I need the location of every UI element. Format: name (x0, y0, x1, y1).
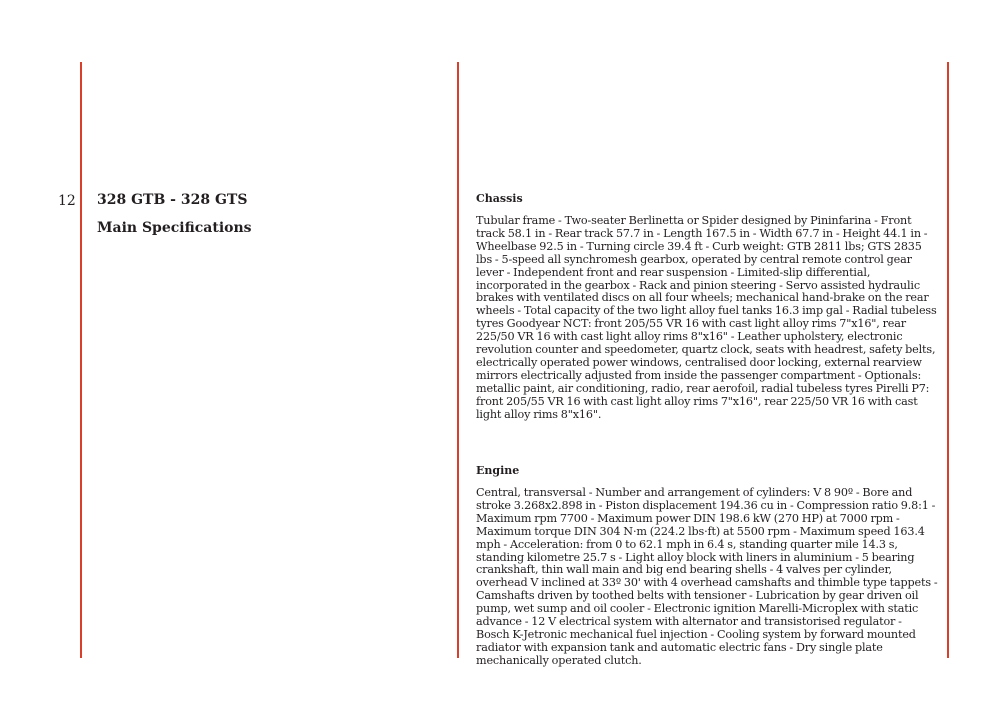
engine-body: Central, transversal - Number and arrangement of cylinders: V 8 90º - Bore and stroke 3.268x2.898 in - Piston displacement 194.36 cu in - Compression ratio 9.8:1 - Maximum rpm 7700 - Maximum power DIN 198.6 kW (270 HP) at 7000 rpm - Maximum torque DIN 304 N·m (224.2 lbs·ft) at 5500 rpm - Maximum speed 163.4 mph - Acceleration: from 0 to 62.1 mph in 6.4 s, standing quarter mile 14.3 s, standing kilometre 25.7 s - Light alloy block with liners in aluminium - 5 bearing crankshaft, thin wall main and big end bearing shells - 4 valves per cylinder, overhead V inclined at 33º 30' with 4 overhead camshafts and thimble type tappets - Camshafts driven by toothed belts with tensioner - Lubrication by gear driven oil pump, wet sump and oil cooler - Electronic ignition Marelli-Microplex with static advance - 12 V electrical system with alternator and transistorised regulator - Bosch K-Jetronic mechanical fuel injection - Cooling system by forward mounted radiator with expansion tank and automatic electric fans - Dry single plate mechanically operated clutch. (476, 486, 938, 667)
right-margin-rule (947, 62, 949, 658)
chassis-section (476, 192, 938, 422)
engine-heading: Engine (476, 464, 520, 477)
title-block (97, 190, 252, 238)
page-number: 12 (58, 193, 76, 209)
engine-section (476, 464, 938, 668)
page-title: 328 GTB - 328 GTS (97, 192, 248, 208)
chassis-heading: Chassis (476, 192, 523, 205)
page-subtitle: Main Specifications (97, 220, 252, 236)
chassis-body: Tubular frame - Two-seater Berlinetta or Spider designed by Pininfarina - Front track 58.1 in - Rear track 57.7 in - Length 167.5 in - Width 67.7 in - Height 44.1 in - Wheelbase 92.5 in - Turning circle 39.4 ft - Curb weight: GTB 2811 lbs; GTS 2835 lbs - 5-speed all synchromesh gearbox, operated by central remote control gear lever - Independent front and rear suspension - Limited-slip differential, incorporated in the gearbox - Rack and pinion steering - Servo assisted hydraulic brakes with ventilated discs on all four wheels; mechanical hand-brake on the rear wheels - Total capacity of the two light alloy fuel tanks 16.3 imp gal - Radial tubeless tyres Goodyear NCT: front 205/55 VR 16 with cast light alloy rims 7"x16", rear 225/50 VR 16 with cast light alloy rims 8"x16" - Leather upholstery, electronic revolution counter and speedometer, quartz clock, seats with headrest, safety belts, electrically operated power windows, centralised door locking, external rearview mirrors electrically adjusted from inside the passenger compartment - Optionals: metallic paint, air conditioning, radio, rear aerofoil, radial tubeless tyres Pirelli P7: front 205/55 VR 16 with cast light alloy rims 7"x16", rear 225/50 VR 16 with cast light alloy rims 8"x16". (476, 214, 937, 421)
center-margin-rule (457, 62, 459, 658)
left-margin-rule (80, 62, 82, 658)
